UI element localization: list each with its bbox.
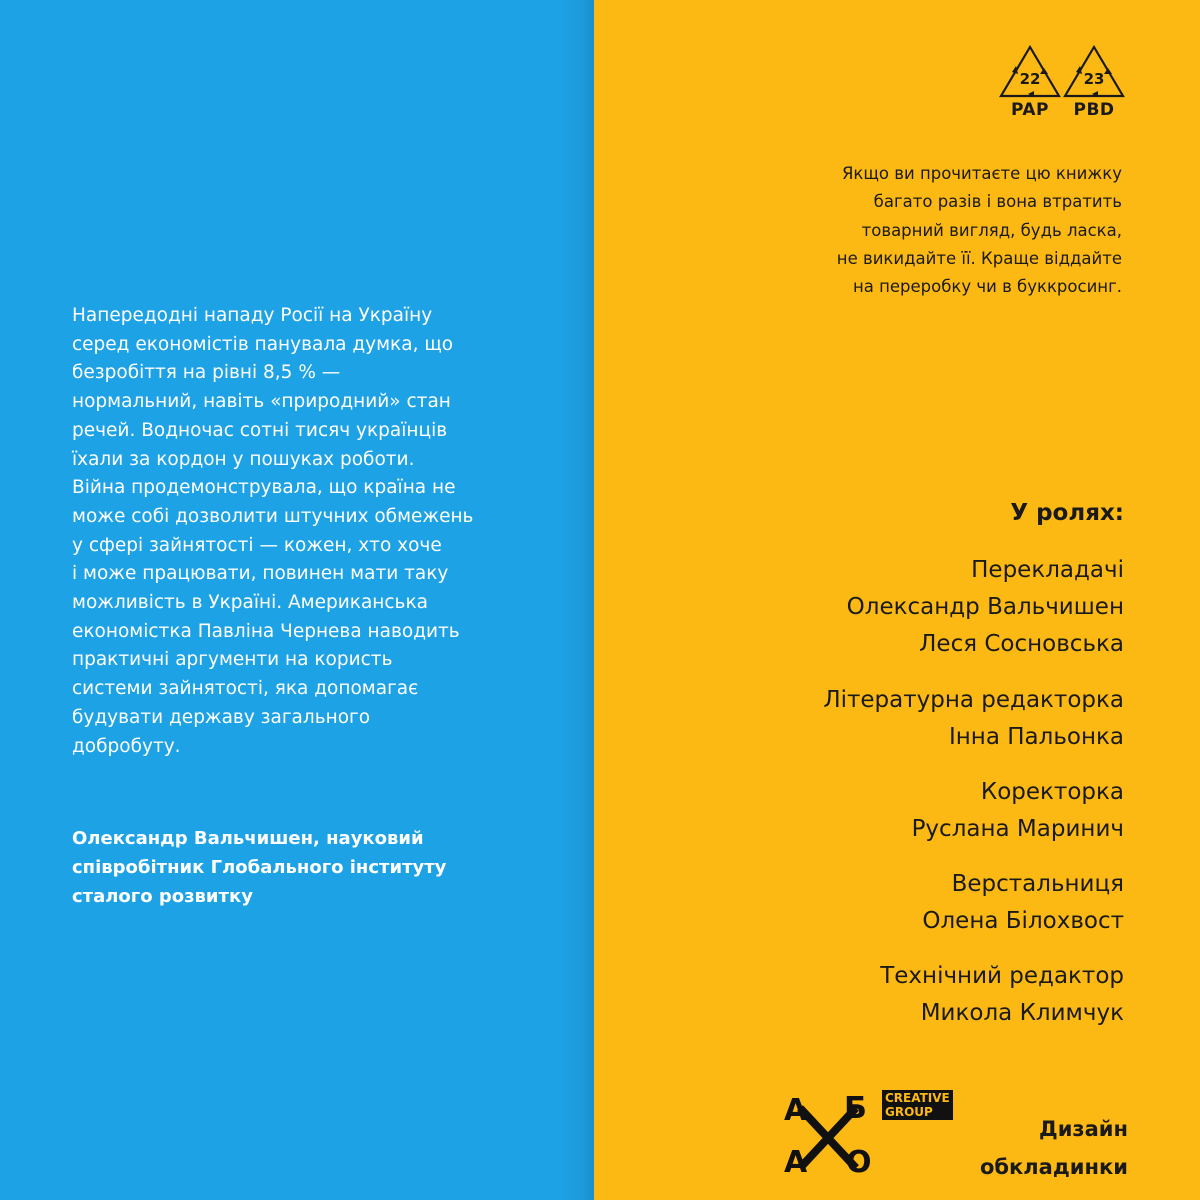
blurb-line: Війна продемонструвала, що країна не xyxy=(72,477,456,499)
credit-role: Коректорка xyxy=(980,779,1124,805)
cover-design-credit xyxy=(980,1110,1128,1186)
credit-name: Олександр Вальчишен xyxy=(846,594,1124,620)
blurb-line: будувати державу загального xyxy=(72,706,371,728)
logo-letter: А xyxy=(784,1093,808,1128)
blurb-line: нормальний, навіть «природний» стан xyxy=(72,391,451,413)
blurb-line: Напередодні нападу Росії на Україну xyxy=(72,305,433,326)
logo-tag-line: GROUP xyxy=(885,1105,933,1119)
blurb-line: добробуту. xyxy=(72,735,181,757)
logo-letter: О xyxy=(846,1145,872,1180)
note-line: товарний вигляд, будь ласка, xyxy=(861,220,1122,240)
blurb-line: їхали за кордон у пошуках роботи. xyxy=(72,448,415,470)
recycle-mark-pap xyxy=(998,44,1062,124)
recycle-code: PBD xyxy=(1073,100,1115,120)
logo-letter: А xyxy=(784,1145,808,1180)
credit-role: Літературна редакторка xyxy=(823,687,1124,713)
author-line: Олександр Вальчишен, науковий xyxy=(72,828,424,849)
blurb-line: і може працювати, повинен мати таку xyxy=(72,563,449,585)
credit-translators xyxy=(847,552,1124,663)
author-line: співробітник Глобального інституту xyxy=(72,857,447,878)
publisher-logo xyxy=(778,1090,958,1180)
credit-name: Леся Сосновська xyxy=(919,631,1124,657)
author-line: сталого розвитку xyxy=(72,886,253,907)
credit-name: Інна Пальонка xyxy=(948,724,1124,750)
logo-creative-group xyxy=(882,1090,953,1120)
credit-name: Микола Климчук xyxy=(920,1000,1124,1026)
logo-letter: Б xyxy=(844,1091,867,1126)
recycle-number: 22 xyxy=(1019,70,1041,88)
blurb-line: речей. Водночас сотні тисяч українців xyxy=(72,419,448,441)
blurb-line: серед економістів панувала думка, що xyxy=(72,333,454,355)
credit-layout xyxy=(922,866,1124,940)
logo-tag-line: CREATIVE xyxy=(885,1091,950,1105)
back-cover-blurb xyxy=(72,302,502,761)
blurb-line: можливість в Україні. Американська xyxy=(72,592,428,614)
recycling-marks xyxy=(998,44,1128,124)
blurb-line: може собі дозволити штучних обмежень xyxy=(72,505,474,527)
recycle-mark-pbd xyxy=(1062,44,1126,124)
recycle-code: PAP xyxy=(1010,100,1049,120)
note-line: на переробку чи в буккросинг. xyxy=(852,277,1122,297)
blurb-line: економістка Павліна Чернева наводить xyxy=(72,620,460,642)
credit-role: Перекладачі xyxy=(971,557,1124,583)
blurb-line: практичні аргументи на користь xyxy=(72,649,393,671)
credit-name: Олена Білохвост xyxy=(922,908,1124,934)
credit-proofreader xyxy=(912,774,1124,848)
design-line: Дизайн xyxy=(1038,1117,1128,1141)
spine-shadow xyxy=(560,0,594,1200)
note-line: не викидайте її. Краще віддайте xyxy=(836,248,1122,268)
note-line: Якщо ви прочитаєте цю книжку xyxy=(841,164,1122,183)
blurb-line: безробіття на рівні 8,5 % — xyxy=(72,362,341,384)
credit-technical-editor xyxy=(880,958,1124,1032)
note-line: багато разів і вона втратить xyxy=(873,192,1122,212)
left-page-blue xyxy=(0,0,594,1200)
credit-role: Технічний редактор xyxy=(880,963,1124,989)
credit-name: Руслана Маринич xyxy=(911,816,1124,842)
design-line: обкладинки xyxy=(979,1155,1128,1179)
recycle-number: 23 xyxy=(1083,70,1105,88)
recycling-note xyxy=(762,160,1122,301)
credit-literary-editor xyxy=(823,682,1124,756)
blurb-line: у сфері зайнятості — кожен, хто хоче xyxy=(72,534,442,556)
blurb-author xyxy=(72,824,502,911)
credit-role: Верстальниця xyxy=(951,871,1124,897)
blurb-line: системи зайнятості, яка допомагає xyxy=(72,678,419,700)
credits-title: У ролях: xyxy=(1010,500,1124,526)
